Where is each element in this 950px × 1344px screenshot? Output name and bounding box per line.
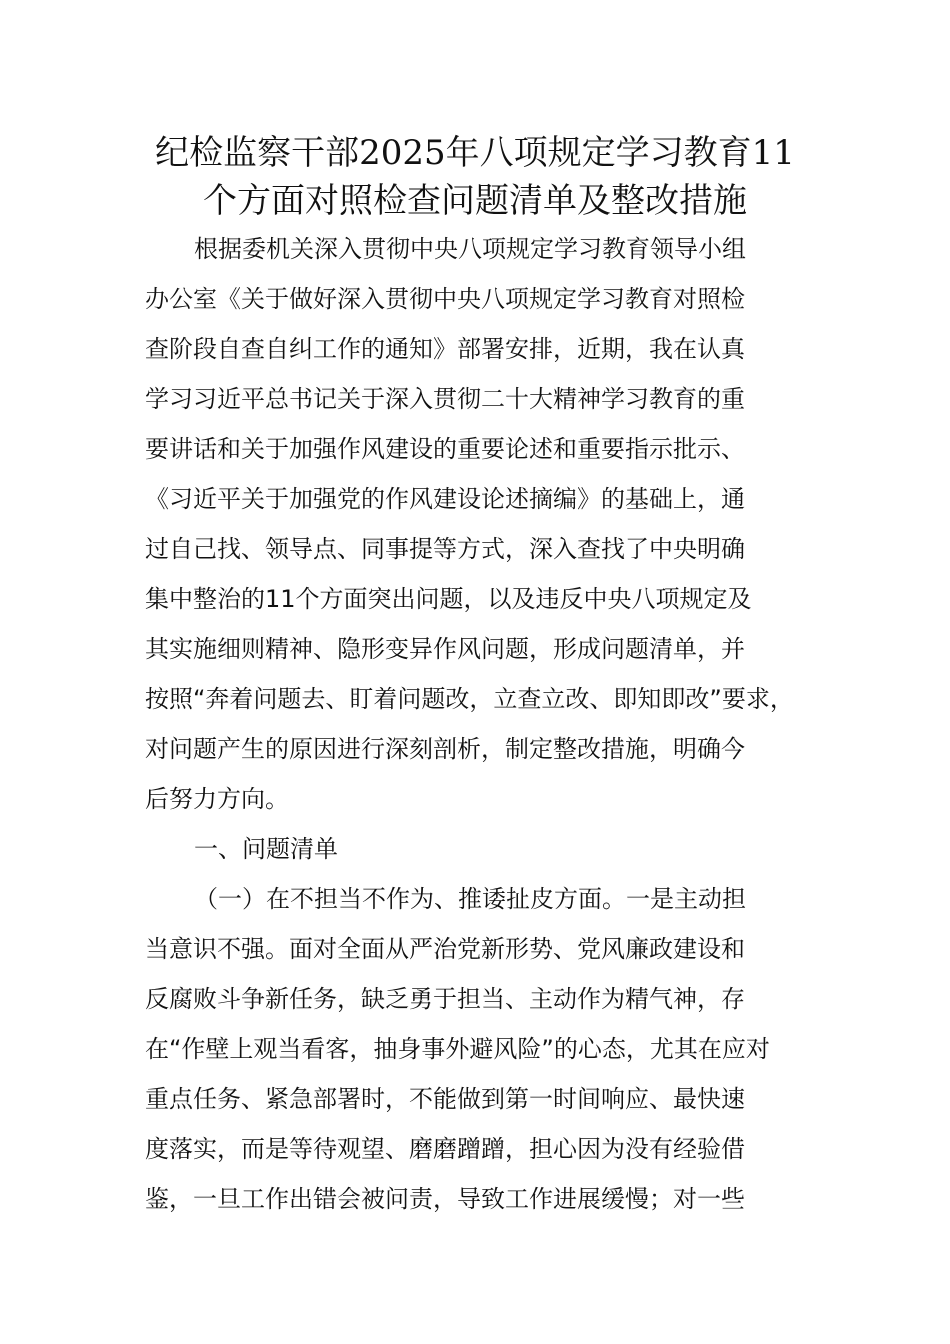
intro-paragraph-line: 按照“奔着问题去、盯着问题改，立查立改、即知即改”要求，	[145, 685, 794, 713]
intro-paragraph-line: 过自己找、领导点、同事提等方式，深入查找了中央明确	[145, 535, 745, 563]
section-heading: 一、问题清单	[194, 835, 338, 863]
intro-paragraph-line: 根据委机关深入贯彻中央八项规定学习教育领导小组	[194, 235, 746, 263]
intro-paragraph-line: 学习习近平总书记关于深入贯彻二十大精神学习教育的重	[145, 385, 745, 413]
item-paragraph-line: 鉴，一旦工作出错会被问责，导致工作进展缓慢；对一些	[145, 1185, 745, 1213]
item-paragraph-line: （一）在不担当不作为、推诿扯皮方面。一是主动担	[194, 885, 746, 913]
item-paragraph-line: 在“作壁上观当看客，抽身事外避风险”的心态，尤其在应对	[145, 1035, 770, 1063]
intro-paragraph-line: 要讲话和关于加强作风建设的重要论述和重要指示批示、	[145, 435, 745, 463]
intro-paragraph-line: 《习近平关于加强党的作风建设论述摘编》的基础上，通	[145, 485, 745, 513]
intro-paragraph-line: 后努力方向。	[145, 785, 289, 813]
intro-paragraph-line: 办公室《关于做好深入贯彻中央八项规定学习教育对照检	[145, 285, 745, 313]
item-paragraph-line: 当意识不强。面对全面从严治党新形势、党风廉政建设和	[145, 935, 745, 963]
intro-paragraph-line: 其实施细则精神、隐形变异作风问题，形成问题清单，并	[145, 635, 745, 663]
item-paragraph-line: 反腐败斗争新任务，缺乏勇于担当、主动作为精气神，存	[145, 985, 745, 1013]
intro-paragraph-line: 查阶段自查自纠工作的通知》部署安排，近期，我在认真	[145, 335, 745, 363]
item-paragraph-line: 度落实，而是等待观望、磨磨蹭蹭，担心因为没有经验借	[145, 1135, 745, 1163]
document-title-line-2: 个方面对照检查问题清单及整改措施	[203, 181, 747, 221]
intro-paragraph-line: 对问题产生的原因进行深刻剖析，制定整改措施，明确今	[145, 735, 745, 763]
item-paragraph-line: 重点任务、紧急部署时，不能做到第一时间响应、最快速	[145, 1085, 745, 1113]
intro-paragraph-line: 集中整治的11个方面突出问题，以及违反中央八项规定及	[145, 585, 752, 613]
document-title-line-1: 纪检监察干部2025年八项规定学习教育11	[155, 133, 795, 173]
